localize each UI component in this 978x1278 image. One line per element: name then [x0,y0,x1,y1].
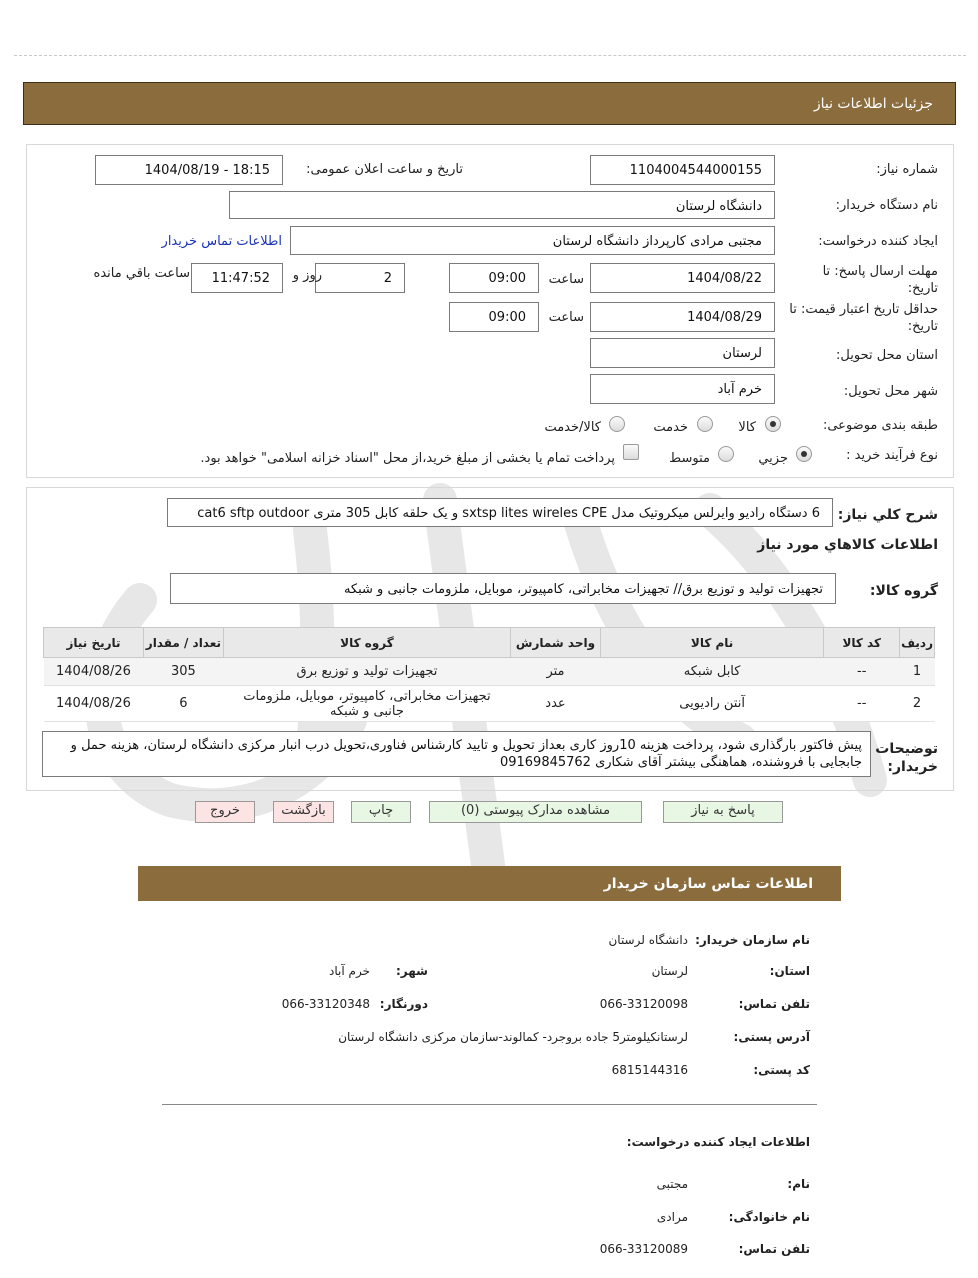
col-code: کد کالا [824,628,900,658]
summary-label: شرح کلي نياز: [837,507,938,523]
top-divider [14,55,966,56]
col-unit: واحد شمارش [511,628,601,658]
col-name: نام کالا [600,628,823,658]
announce-field: 1404/08/19 - 18:15 [95,155,283,185]
announce-label: تاریخ و ساعت اعلان عمومی: [306,162,463,177]
cell-date: 1404/08/26 [44,686,144,722]
cell-group: تجهیزات تولید و توزیع برق [223,658,510,686]
province-field: لرستان [590,338,775,368]
cell-qty: 6 [143,686,223,722]
buyer-notes-label: توضیحات خریدار: [875,741,938,775]
remaining-label: ساعت باقي مانده [93,266,190,281]
fax-label: دورنگار: [379,997,428,1011]
deadline-hour-label: ساعت [548,272,584,287]
col-group: گروه کالا [223,628,510,658]
back-button[interactable]: بازگشت [273,801,334,823]
need-number-label: شماره نیاز: [876,162,938,177]
org-value: دانشگاه لرستان [608,933,688,947]
creator-field: مجتبی مرادی کارپرداز دانشگاه لرستان [290,226,775,255]
contact-divider [162,1104,817,1105]
remaining-time-field: 11:47:52 [191,263,283,293]
buyer-field: دانشگاه لرستان [229,191,775,219]
treasury-payment-checkbox[interactable] [623,444,639,460]
reply-button[interactable]: پاسخ به نیاز [663,801,783,823]
col-qty: تعداد / مقدار [143,628,223,658]
contact-phone-value: 066-33120098 [599,997,688,1011]
cell-qty: 305 [143,658,223,686]
print-button[interactable]: چاپ [351,801,411,823]
cell-unit: عدد [511,686,601,722]
summary-field: 6 دستگاه رادیو وایرلس میکروتیک مدل sxtsp lites wireles CPE و یک حلقه کابل 305 متری cat6 sftp outdoor [167,498,833,527]
creator-name-label: نام: [787,1177,810,1191]
category-label: طبقه بندی موضوعی: [822,418,938,433]
category-option-goods: کالا [738,420,756,435]
buyer-notes-field: پیش فاکتور بارگذاری شود، پرداخت هزینه 10روز کاری بعداز تحویل و تایید کارشناس فناوری،تحویل درب انبار مرکزی دانشگاه لرستان، هزینه حمل و جابجایی با فروشنده، هماهنگی بیشتر آقای شکاری 09169845762 [42,731,871,777]
deadline-date-field: 1404/08/22 [590,263,775,293]
contact-section-title: اطلاعات تماس سازمان خریدار [603,876,813,892]
org-label: نام سازمان خریدار: [695,933,810,947]
contact-province-value: لرستان [651,964,688,978]
contact-city-label: شهر: [396,964,428,978]
cell-row: 1 [900,658,935,686]
goods-heading: اطلاعات کالاهاي مورد نياز [757,537,938,553]
table-row [44,686,935,722]
address-value: لرستانکیلومتر5 جاده بروجرد- کمالوند-سازمان مرکزی دانشگاه لرستان [338,1030,688,1044]
creator-info-heading: اطلاعات ایجاد کننده درخواست: [626,1135,810,1149]
category-radio-service[interactable] [697,416,713,432]
deadline-time-field: 09:00 [449,263,539,293]
buyer-contact-link[interactable]: اطلاعات تماس خریدار [161,234,282,249]
cell-date: 1404/08/26 [44,658,144,686]
page-header [23,82,956,125]
remaining-days-field: 2 [315,263,405,293]
col-row: رديف [900,628,935,658]
province-label: استان محل تحویل: [836,348,938,363]
goods-group-field: تجهیزات تولید و توزیع برق// تجهیزات مخابراتی، کامپیوتر، موبایل، ملزومات جانبی و شبکه [170,573,836,604]
category-option-both: کالا/خدمت [544,420,601,435]
postal-code-value: 6815144316 [611,1063,688,1077]
creator-phone-label: تلفن تماس: [738,1242,810,1256]
deadline-label: مهلت ارسال پاسخ: تا تاریخ: [822,264,938,296]
creator-family-label: نام خانوادگی: [728,1210,810,1224]
cell-code: -- [824,686,900,722]
page-title: جزئیات اطلاعات نیاز [813,96,933,112]
days-label: روز و [292,268,322,283]
process-radio-medium[interactable] [718,446,734,462]
process-label: نوع فرآیند خرید : [846,448,938,463]
category-radio-goods[interactable] [765,416,781,432]
category-radio-both[interactable] [609,416,625,432]
cell-group: تجهیزات مخابراتی، کامپیوتر، موبایل، ملزومات جانبی و شبکه [223,686,510,722]
city-field: خرم آباد [590,374,775,404]
address-label: آدرس پستی: [733,1030,810,1044]
table-row [44,658,935,686]
creator-label: ایجاد کننده درخواست: [818,234,938,249]
category-option-service: خدمت [653,420,688,435]
city-label: شهر محل تحویل: [843,384,938,399]
goods-group-label: گروه کالا: [869,583,938,599]
exit-button[interactable]: خروج [195,801,255,823]
need-number-field: 1104004544000155 [590,155,775,185]
creator-name-value: مجتبی [656,1177,688,1191]
buyer-label: نام دستگاه خریدار: [835,198,938,213]
validity-label: حداقل تاریخ اعتبار قیمت: تا تاریخ: [789,302,938,334]
process-radio-minor[interactable] [796,446,812,462]
cell-row: 2 [900,686,935,722]
creator-family-value: مرادی [656,1210,688,1224]
treasury-payment-note: پرداخت تمام یا بخشی از مبلغ خرید،از محل "اسناد خزانه اسلامی" خواهد بود. [200,451,615,466]
goods-table-header [44,628,935,658]
contact-section-header [138,866,841,901]
validity-time-field: 09:00 [449,302,539,332]
contact-phone-label: تلفن تماس: [738,997,810,1011]
process-option-medium: متوسط [669,451,710,466]
creator-phone-value: 066-33120089 [599,1242,688,1256]
fax-value: 066-33120348 [281,997,370,1011]
goods-table [43,627,935,722]
validity-hour-label: ساعت [548,310,584,325]
contact-city-value: خرم آباد [329,964,370,978]
validity-date-field: 1404/08/29 [590,302,775,332]
process-option-minor: جزيي [758,451,788,466]
cell-name: کابل شبکه [600,658,823,686]
contact-province-label: استان: [769,964,810,978]
cell-name: آنتن رادیویی [600,686,823,722]
postal-code-label: کد پستی: [753,1063,810,1077]
attachments-button[interactable]: مشاهده مدارک پیوستی (0) [429,801,642,823]
cell-code: -- [824,658,900,686]
col-date: تاریخ نیاز [44,628,144,658]
cell-unit: متر [511,658,601,686]
